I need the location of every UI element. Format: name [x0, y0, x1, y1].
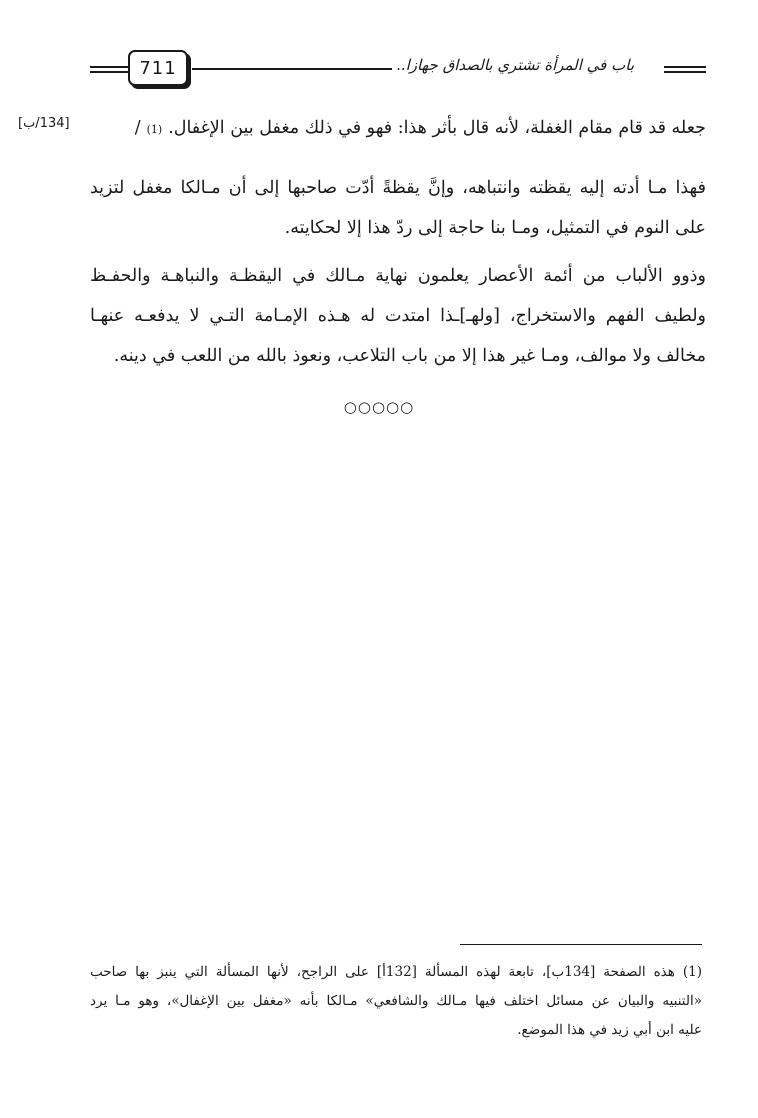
paragraph-2 [90, 168, 706, 248]
page-number-box [128, 50, 188, 86]
header-double-rule-right [664, 66, 706, 68]
footnote-separator [460, 944, 702, 945]
footnote-line-3: عليه ابن أبي زيد في هذا الموضع. [517, 1022, 702, 1038]
footnotes [90, 958, 702, 1045]
running-title: باب في المرأة تشتري بالصداق جهازا.. [396, 56, 634, 74]
paragraph-3-line-3: مخالف ولا موالف، ومـا غير هذا إلا من باب التلاعب، ونعوذ بالله من اللعب في دينه. [113, 346, 706, 366]
running-header [90, 50, 706, 94]
paragraph-2-line-1: فهذا مـا أدته إليه يقظته وانتباهه، وإنَّ يقظةً أدّت صاحبها إلى أن مـالكا مغفل لتزيد [90, 178, 706, 198]
paragraph-1: جعله قد قام مقام الغفلة، لأنه قال بأثر هذا: فهو في ذلك مغفل بين الإغفال. (1) / [90, 108, 706, 148]
section-end-marker: ○○○○○ [343, 398, 415, 416]
folio-break-marker: / [134, 118, 141, 138]
paragraph-3-line-1: وذوو الألباب من أئمة الأعصار يعلمون نهاية مـالك في اليقظـة والنباهـة والحفـظ [90, 266, 706, 286]
paragraph-3 [90, 256, 706, 376]
paragraph-2-line-2: على النوم في التمثيل، ومـا بنا حاجة إلى ردّ هذا إلا لحكايته. [284, 218, 706, 238]
paragraph-1-text: جعله قد قام مقام الغفلة، لأنه قال بأثر هذا: فهو في ذلك مغفل بين الإغفال. [168, 118, 706, 138]
page-number: 711 [139, 57, 177, 79]
footnote-line-1: (1) هذه الصفحة [134ب]، تابعة لهذه المسألة [132أ] على الراجح، لأنها المسألة التي ينبز بها صاحب [90, 964, 702, 980]
margin-folio-reference: [134/ب] [18, 116, 70, 131]
footnote-line-2: «التنبيه والبيان عن مسائل اختلف فيها مـالك والشافعي» مـالكا بأنه «مغفل بين الإغفال»، وهو مـا يرد [90, 993, 702, 1009]
paragraph-3-line-2: ولطيف الفهم والاستخراج، [ولهـ]ـذا امتدت له هـذه الإمـامة التـي لا يدفعـه عنهـا [90, 306, 706, 326]
header-rule-middle [192, 68, 392, 70]
